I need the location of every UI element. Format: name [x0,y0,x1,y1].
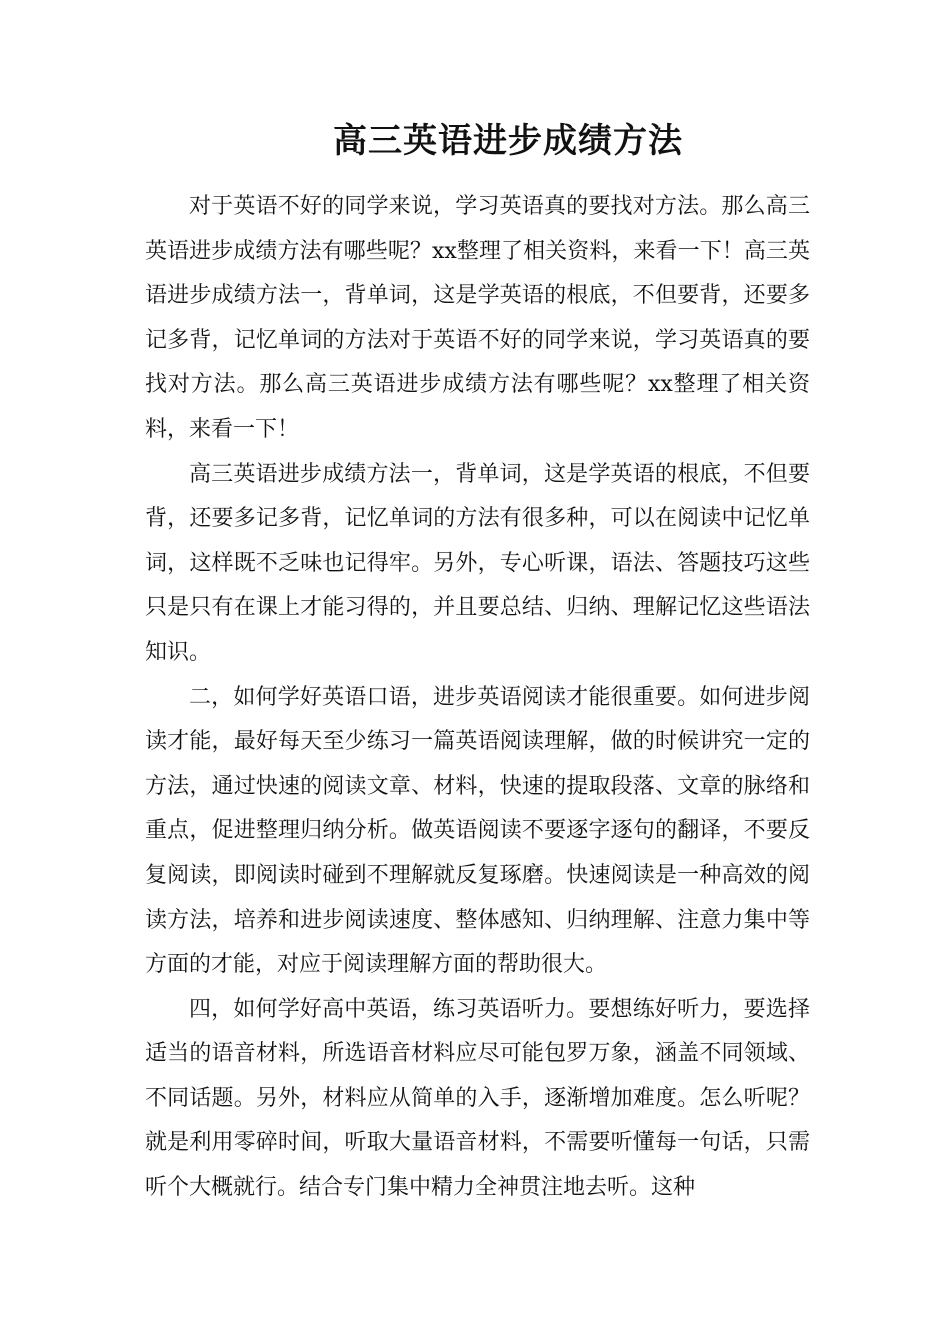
document-title: 高三英语进步成绩方法 [333,121,683,161]
paragraph-3: 二，如何学好英语口语，进步英语阅读才能很重要。如何进步阅读才能，最好每天至少练习一篇英语阅读理解，做的时候讲究一定的方法，通过快速的阅读文章、材料，快速的提取段落、文章的脉络和重点，促进整理归纳分析。做英语阅读不要逐字逐句的翻译，不要反复阅读，即阅读时碰到不理解就反复琢磨。快速阅读是一种高效的阅读方法，培养和进步阅读速度、整体感知、归纳理解、注意力集中等方面的才能，对应于阅读理解方面的帮助很大。 [145,684,810,978]
paragraph-2: 高三英语进步成绩方法一，背单词，这是学英语的根底，不但要背，还要多记多背，记忆单词的方法有很多种，可以在阅读中记忆单词，这样既不乏味也记得牢。另外，专心听课，语法、答题技巧这些只是只有在课上才能习得的，并且要总结、归纳、理解记忆这些语法知识。 [145,461,810,665]
paragraph-1: 对于英语不好的同学来说，学习英语真的要找对方法。那么高三英语进步成绩方法有哪些呢？xx整理了相关资料，来看一下！高三英语进步成绩方法一，背单词，这是学英语的根底，不但要背，还要多记多背，记忆单词的方法对于英语不好的同学来说，学习英语真的要找对方法。那么高三英语进步成绩方法有哪些呢？xx整理了相关资料，来看一下！ [145,194,810,442]
document-body [145,185,810,1211]
paragraph-4: 四，如何学好高中英语，练习英语听力。要想练好听力，要选择适当的语音材料，所选语音材料应尽可能包罗万象，涵盖不同领域、不同话题。另外，材料应从简单的入手，逐渐增加难度。怎么听呢？就是利用零碎时间，听取大量语音材料，不需要听懂每一句话，只需听个大概就行。结合专门集中精力全神贯注地去听。这种 [145,996,810,1201]
